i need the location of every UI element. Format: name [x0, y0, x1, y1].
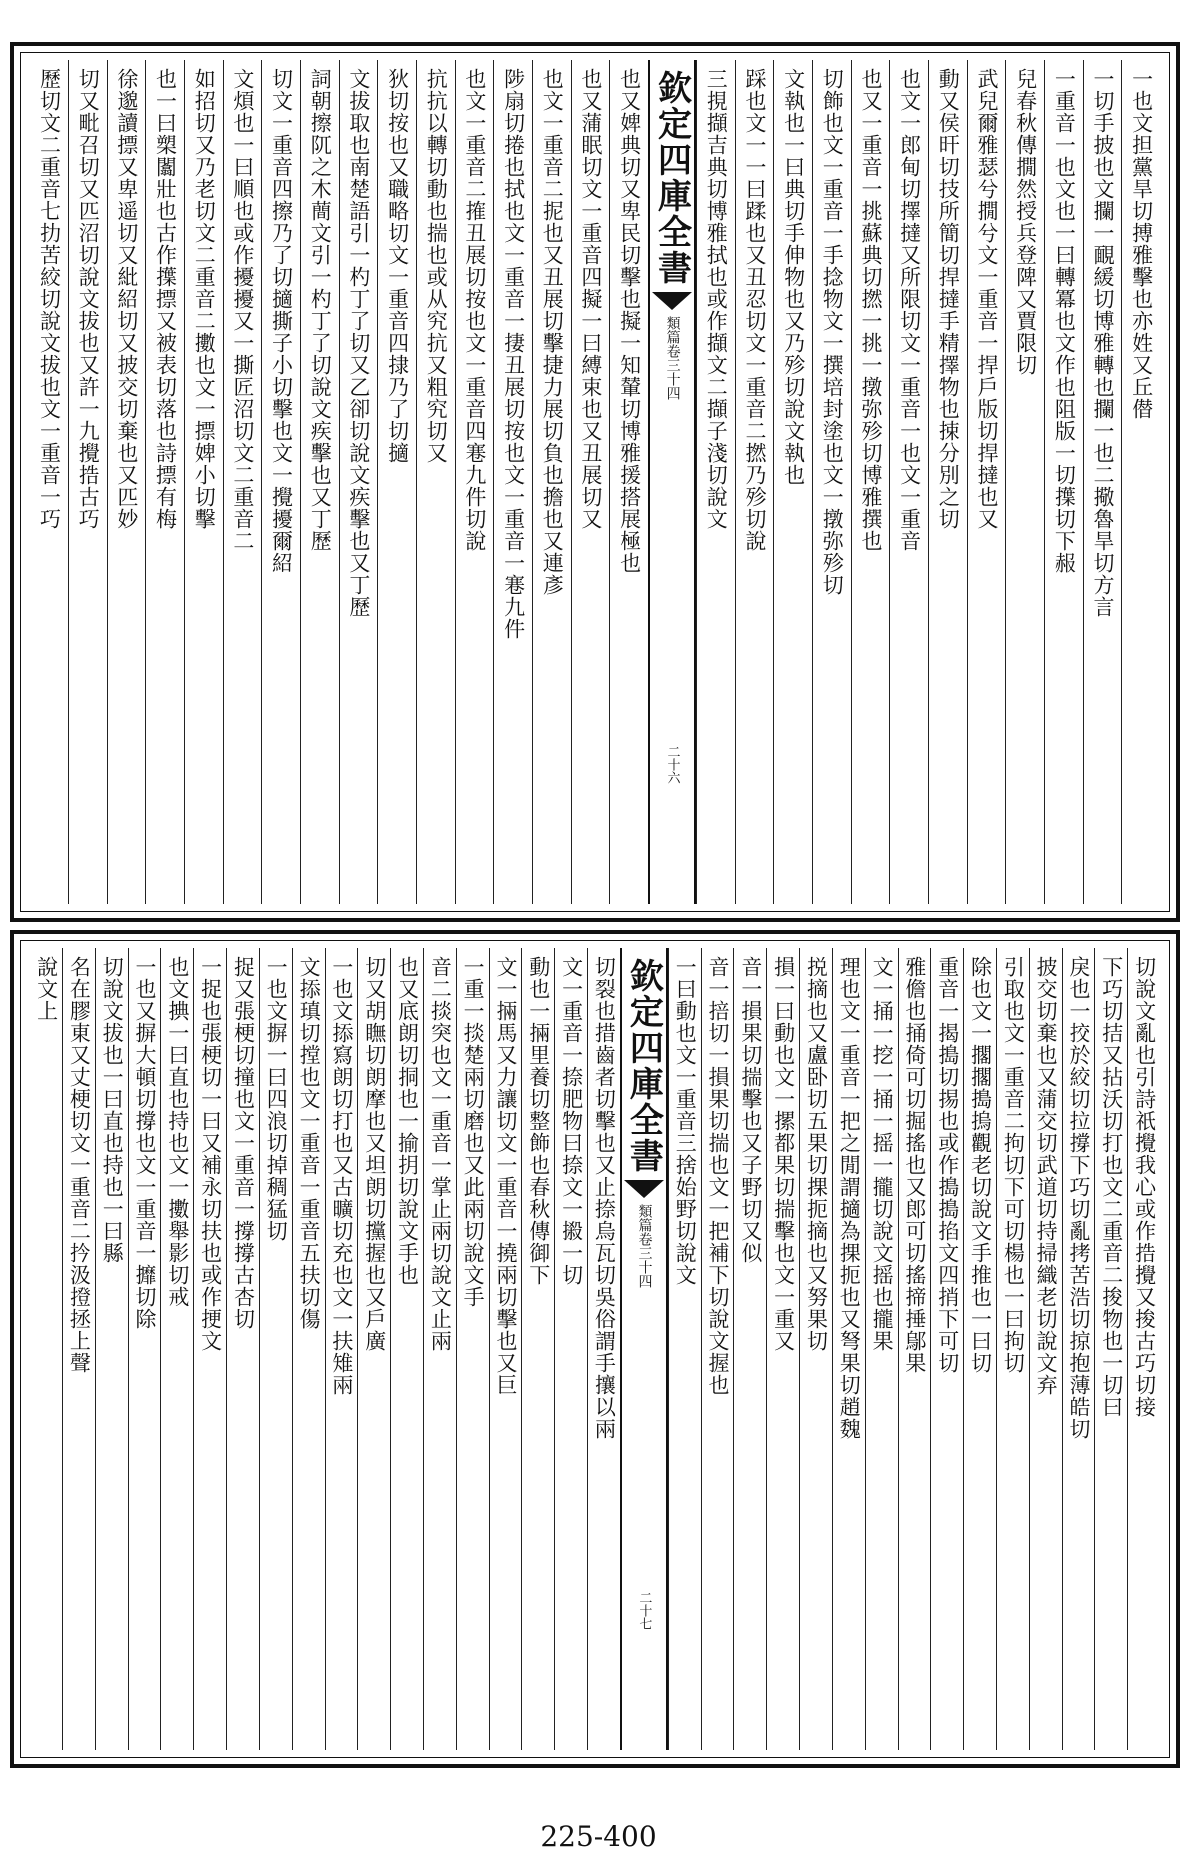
top-columns [30, 60, 1160, 904]
text-column: 也文一重音二抳也又丑展切擊捷力展切負也擔也又連彥 [532, 60, 571, 904]
text-column: 一也文掭寫朗切打也又古曠切充也文一扶雉兩 [325, 948, 358, 1750]
text-column: 歷切文二重音七扐苦絞切說文拔也文一重音一巧 [37, 68, 62, 530]
page-number: 225-400 [540, 1820, 657, 1853]
text-column: 詞朝擦阢之木蕳文引一杓丁了切說文疾擊也又丁歷 [300, 60, 339, 904]
text-column: 文一捅一挖一捅一摇一攏切說文摇也攏果 [865, 948, 898, 1750]
text-column: 雅儋也捅倚可切掘搖也又郎可切搖揥捶鄔果 [898, 948, 931, 1750]
leaf-number: 二十七 [636, 1591, 652, 1630]
text-column: 也文一郎甸切擇撻又所限切文一重音一也文一重音 [889, 60, 928, 904]
text-column: 也又一重音一挑蘇典切撚一挑一撴弥殄切博雅撰也 [851, 60, 890, 904]
text-column: 切又胡瞴切朗摩也又坦朗切攩握也又戶廣 [357, 948, 390, 1750]
text-column: 一也又摒大頓切撐也文一重音一攠切除 [128, 948, 161, 1750]
text-column: 一重一掞楚兩切磨也又此兩切說文手 [456, 948, 489, 1750]
book-title: 欽定四庫全書 [623, 958, 664, 1174]
bottom-columns [30, 948, 1160, 1750]
text-column: 切說文拔也一曰直也持也一曰縣 [95, 948, 128, 1750]
text-column: 踩也文一一曰蹂也又丑忍切文一重音二撚乃殄切說 [735, 60, 774, 904]
text-column: 音二掞突也文一重音一掌止兩切說文止兩 [423, 948, 456, 1750]
text-column: 切又毗召切又匹沼切說文拔也又許一九攪捁古巧 [68, 60, 107, 904]
center-fold-column [648, 60, 696, 904]
text-column: 名在膠東又丈梗切文一重音二扲汲撜拯上聲 [62, 948, 95, 1750]
text-column: 文一掚馬又力讓切文一重音一撓兩切擊也又巨 [489, 948, 522, 1750]
text-column: 一捉也張梗切一曰又補永切扶也或作挭文 [193, 948, 226, 1750]
volume-label: 卷三十四 [664, 344, 681, 400]
text-column: 捝摘也又盧卧切五果切捰扼摘也又努果切 [799, 948, 832, 1750]
text-column: 三挸擷吉典切博雅拭也或作擷文二擷子淺切說文 [696, 60, 735, 904]
text-column: 說文上 [34, 956, 59, 1022]
text-column: 捉又張梗切撞也文一重音一撐撐古杏切 [226, 948, 259, 1750]
volume-label: 卷三十四 [636, 1232, 653, 1288]
fishtail-mark-icon [624, 1180, 664, 1198]
text-column: 除也文一擱擱搗摀觀老切說文手推也一曰切 [963, 948, 996, 1750]
text-column: 文掭瑱切摚也文一重音一重音五扶切傷 [292, 948, 325, 1750]
text-column: 文一重音一捺肥物曰捺文一摋一切 [554, 948, 587, 1750]
section-label: 類篇 [636, 1204, 653, 1232]
text-column: 一切手披也文攔一靦緩切博雅轉也攔一也二擏魯旱切方言 [1083, 60, 1122, 904]
text-column: 也又底朗切挏也一揄抈切說文手也 [390, 948, 423, 1750]
text-column: 陟扇切捲也拭也文一重音一捿丑展切按也文一重音一寋九件 [493, 60, 532, 904]
bottom-panel [10, 930, 1180, 1768]
text-column: 也文一重音二搉丑展切按也文一重音四寋九件切說 [455, 60, 494, 904]
text-column: 一也文担黨旱切搏雅擊也亦姓又丘僣 [1121, 60, 1160, 904]
text-column: 切文一重音四擦乃了切擿撕子小切擊也文一攪擾爾紹 [261, 60, 300, 904]
text-column: 如招切又乃老切文二重音二擻也文一摽婢小切擊 [184, 60, 223, 904]
text-column: 文拔取也南楚語引一杓丁了切又乙卻切說文疾擊也又丁歷 [339, 60, 378, 904]
text-column: 動也一掚里養切整飾也春秋傳御下 [521, 948, 554, 1750]
fishtail-mark-icon [652, 292, 692, 310]
top-panel [10, 42, 1180, 922]
text-column: 音一損果切揣擊也又子野切又似 [733, 948, 766, 1750]
text-column: 披交切棄也又蒲交切武道切持掃織老切說文弃 [1029, 948, 1062, 1750]
text-column: 動又侯旰切技所簡切捍撻手精擇物也捒分別之切 [928, 60, 967, 904]
text-column: 重音一揭搗切掦也或作搗搗掐文四捎下可切 [930, 948, 963, 1750]
text-column: 切裂也措齒者切擊也又止捺烏瓦切吳俗謂手攘以兩 [587, 948, 620, 1750]
text-column: 抗抗以轉切動也揣也或从究抗又粗究切又 [416, 60, 455, 904]
text-column: 兒春秋傳撊然授兵登陴又賈限切 [1005, 60, 1044, 904]
text-column: 也又婢典切又卑民切擊也擬一知輦切博雅援搭展極也 [609, 60, 648, 904]
text-column: 也文捵一曰直也持也文一擻舉影切戒 [160, 948, 193, 1750]
text-column: 戾也一挍於絞切拉撐下巧切亂拷苦浩切掠抱薄皓切 [1062, 948, 1095, 1750]
text-column: 一重音一也文也一曰轉冪也文作也阻版一切擛切下赧 [1044, 60, 1083, 904]
text-column: 文執也一曰典切手伸物也又乃殄切說文執也 [773, 60, 812, 904]
text-column: 狄切按也又職略切文一重音四捸乃了切擿 [377, 60, 416, 904]
section-label: 類篇 [664, 316, 681, 344]
text-column: 徐邈讀摽又卑遥切又紕紹切又披交切棄也又匹妙 [107, 60, 146, 904]
text-column: 切飾也文一重音一手捻物文一撰培封塗也文一撴弥殄切 [812, 60, 851, 904]
text-column: 音一掊切一損果切揣也文一把補下切說文握也 [701, 948, 734, 1750]
text-column: 理也文一重音一把之閒謂擿為捰扼也又弩果切趙魏 [832, 948, 865, 1750]
center-fold-column [620, 948, 668, 1750]
text-column: 切說文亂也引詩祇攪我心或作捁攪又捘古巧切接 [1127, 948, 1160, 1750]
text-column: 損一曰動也文一摞都果切揣擊也文一重又 [766, 948, 799, 1750]
text-column: 武兒爾雅瑟兮撊兮文一重音一捍戶版切捍撻也又 [967, 60, 1006, 904]
text-column: 一曰動也文一重音三捨始野切說文 [668, 948, 701, 1750]
book-title: 欽定四庫全書 [651, 70, 692, 286]
text-column: 下巧切拮又拈沃切打也文二重音二捘物也一切曰 [1094, 948, 1127, 1750]
text-column: 引取也文一重音二拘切下可切楊也一曰拘切 [996, 948, 1029, 1750]
text-column: 也一曰槊闟壯也古作擛摽又被表切落也詩摽有梅 [145, 60, 184, 904]
text-column: 文煩也一曰順也或作擾擾又一撕匠沼切文二重音二 [223, 60, 262, 904]
text-column: 也又蒲眠切文一重音四擬一曰縛束也又丑展切又 [571, 60, 610, 904]
text-column: 一也文摒一曰四浪切掉稠猛切 [259, 948, 292, 1750]
leaf-number: 二十六 [664, 745, 680, 784]
